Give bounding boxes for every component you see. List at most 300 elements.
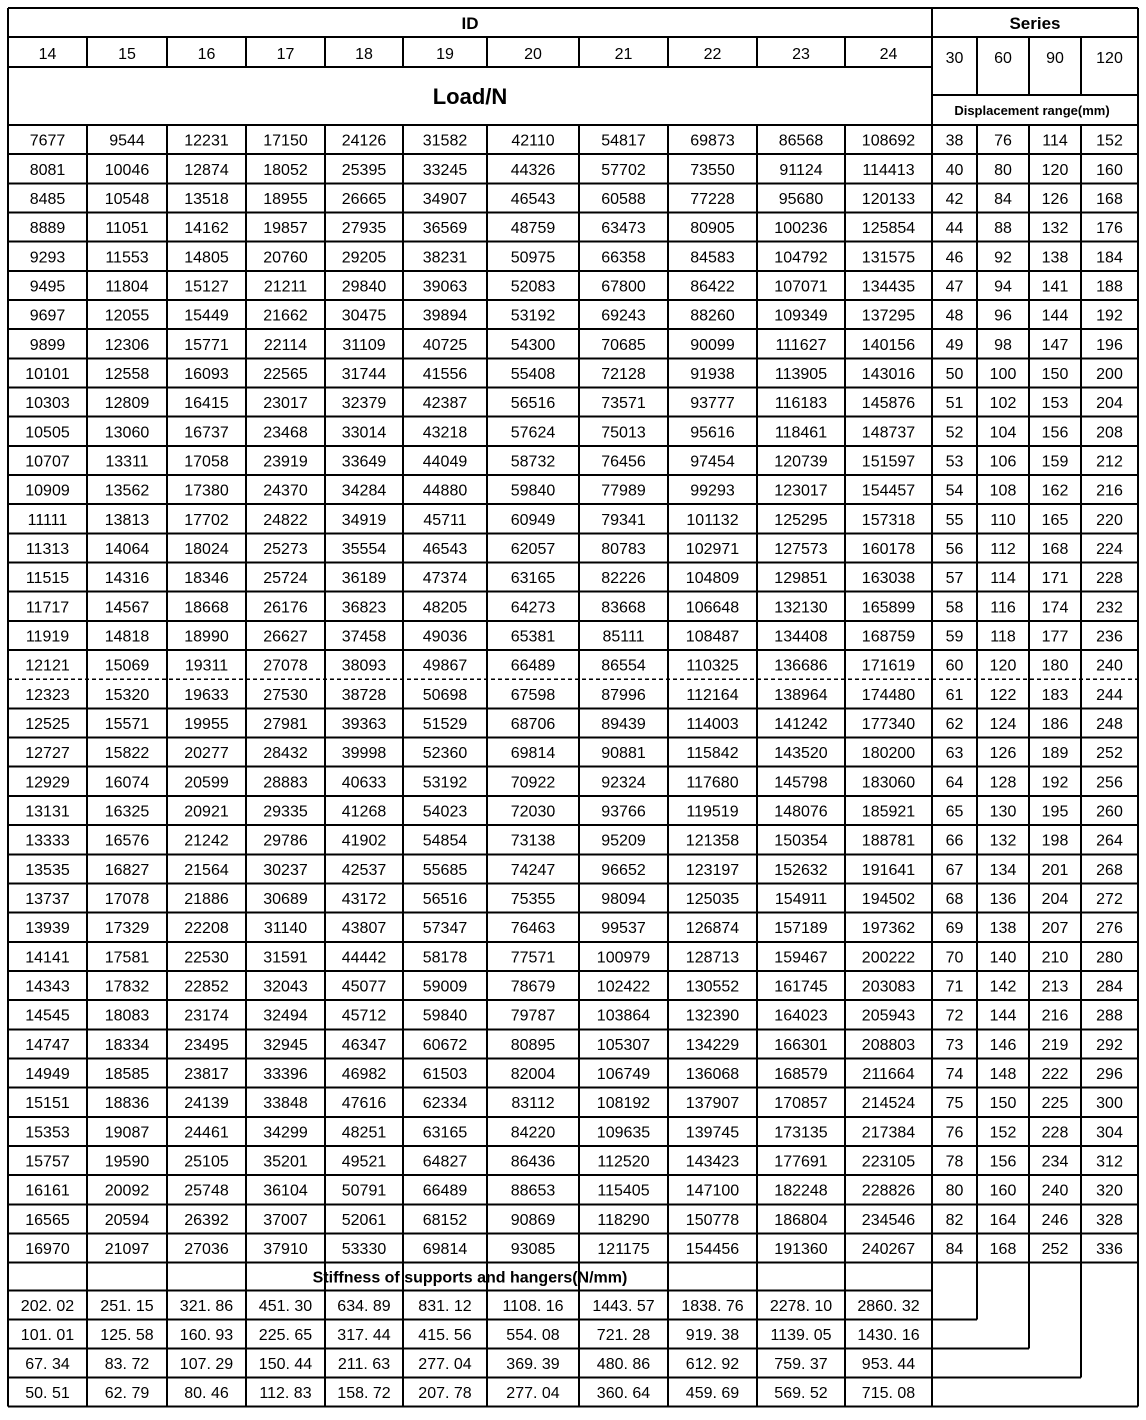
load-cell: 197362	[861, 920, 916, 938]
load-cell: 58178	[422, 949, 468, 967]
load-cell: 30475	[341, 307, 387, 325]
id-column-label: 21	[614, 46, 633, 63]
displacement-cell: 188	[1096, 278, 1123, 296]
load-cell: 136068	[685, 1066, 740, 1084]
series-column-label: 60	[994, 50, 1012, 67]
load-cell: 42537	[341, 861, 387, 879]
load-cell: 40633	[341, 774, 387, 792]
load-cell: 63473	[601, 220, 646, 238]
displacement-cell: 53	[945, 453, 964, 471]
load-cell: 115405	[597, 1182, 650, 1200]
load-cell: 39063	[422, 278, 468, 296]
load-cell: 15822	[104, 745, 150, 763]
load-cell: 12055	[104, 307, 150, 325]
id-column-label: 17	[276, 46, 295, 63]
load-cell: 12874	[184, 161, 229, 179]
load-cell: 11111	[27, 511, 68, 529]
load-cell: 17380	[184, 482, 229, 500]
stiffness-cell: 1139. 05	[770, 1327, 832, 1345]
load-cell: 14567	[104, 599, 150, 617]
load-cell: 16074	[104, 774, 150, 792]
load-cell: 82226	[601, 570, 646, 588]
stiffness-cell: 715. 08	[861, 1385, 916, 1403]
displacement-cell: 92	[994, 249, 1012, 267]
load-cell: 44049	[422, 453, 468, 471]
load-cell: 168579	[774, 1066, 828, 1084]
stiffness-cell: 107. 29	[179, 1356, 234, 1374]
displacement-cell: 216	[1041, 1007, 1069, 1025]
load-cell: 9697	[29, 307, 66, 325]
load-cell: 8889	[29, 220, 66, 238]
displacement-cell: 272	[1096, 891, 1123, 909]
load-cell: 14162	[184, 220, 229, 238]
load-cell: 90881	[601, 745, 646, 763]
displacement-cell: 68	[945, 891, 964, 909]
stiffness-cell: 251. 15	[100, 1298, 154, 1316]
load-cell: 10101	[25, 365, 70, 383]
load-cell: 170857	[774, 1095, 828, 1113]
load-cell: 20277	[184, 745, 229, 763]
load-cell: 18334	[104, 1036, 150, 1054]
load-cell: 54023	[422, 803, 468, 821]
load-cell: 228826	[861, 1182, 916, 1200]
displacement-cell: 204	[1041, 891, 1069, 909]
stiffness-cell: 277. 04	[418, 1356, 472, 1374]
load-cell: 21211	[263, 278, 308, 296]
load-cell: 33848	[263, 1095, 308, 1113]
load-cell: 49036	[422, 628, 468, 646]
id-column-label: 23	[792, 46, 810, 63]
load-cell: 18083	[104, 1007, 150, 1025]
load-cell: 24461	[184, 1124, 229, 1142]
load-cell: 59009	[422, 978, 468, 996]
load-cell: 89439	[601, 715, 646, 733]
stiffness-cell: 67. 34	[25, 1356, 70, 1374]
load-cell: 95616	[690, 424, 735, 442]
load-cell: 141242	[774, 715, 828, 733]
displacement-cell: 138	[989, 920, 1017, 938]
load-cell: 131575	[861, 249, 916, 267]
load-cell: 37007	[263, 1211, 308, 1229]
load-cell: 15320	[104, 686, 150, 704]
load-cell: 32043	[263, 978, 308, 996]
load-cell: 69873	[690, 132, 735, 150]
load-cell: 77989	[601, 482, 646, 500]
load-cell: 37910	[263, 1241, 308, 1259]
displacement-cell: 164	[989, 1211, 1017, 1229]
load-cell: 10548	[104, 190, 150, 208]
load-cell: 161745	[774, 978, 828, 996]
load-cell: 29840	[341, 278, 387, 296]
load-cell: 105307	[596, 1036, 651, 1054]
displacement-cell: 222	[1041, 1066, 1069, 1084]
displacement-cell: 200	[1096, 365, 1123, 383]
load-cell: 50698	[422, 686, 468, 704]
displacement-cell: 246	[1041, 1211, 1069, 1229]
load-cell: 64273	[510, 599, 556, 617]
load-cell: 134408	[774, 628, 828, 646]
stiffness-cell: 451. 30	[258, 1298, 313, 1316]
load-cell: 20599	[184, 774, 229, 792]
load-cell: 159467	[774, 949, 828, 967]
load-cell: 60949	[510, 511, 556, 529]
load-cell: 106648	[685, 599, 740, 617]
id-column-label: 22	[703, 46, 722, 63]
displacement-cell: 110	[990, 511, 1016, 529]
stiffness-cell: 953. 44	[861, 1356, 916, 1374]
load-cell: 76456	[601, 453, 646, 471]
load-cell: 23817	[184, 1066, 229, 1084]
load-cell: 25273	[263, 540, 308, 558]
displacement-cell: 304	[1096, 1124, 1123, 1142]
series-column-label: 90	[1046, 50, 1064, 67]
displacement-cell: 126	[989, 745, 1017, 763]
load-cell: 17078	[104, 891, 150, 909]
displacement-cell: 108	[989, 482, 1017, 500]
load-cell: 9544	[109, 132, 145, 150]
load-cell: 30689	[263, 891, 308, 909]
load-cell: 34284	[341, 482, 387, 500]
load-cell: 37458	[341, 628, 387, 646]
displacement-cell: 336	[1096, 1241, 1123, 1259]
id-column-label: 20	[524, 46, 542, 63]
load-cell: 52061	[341, 1211, 387, 1229]
load-cell: 15127	[184, 278, 229, 296]
load-cell: 86436	[510, 1153, 556, 1171]
load-cell: 57624	[510, 424, 556, 442]
load-cell: 38728	[341, 686, 387, 704]
stiffness-cell: 62. 79	[104, 1385, 150, 1403]
load-cell: 66358	[601, 249, 646, 267]
displacement-cell: 78	[945, 1153, 964, 1171]
load-cell: 84583	[690, 249, 735, 267]
load-cell: 41902	[341, 832, 387, 850]
load-cell: 160178	[861, 540, 916, 558]
load-cell: 148737	[861, 424, 916, 442]
displacement-cell: 59	[945, 628, 964, 646]
load-cell: 66489	[422, 1182, 468, 1200]
displacement-cell: 98	[994, 336, 1012, 354]
load-cell: 7677	[29, 132, 66, 150]
load-cell: 108487	[685, 628, 740, 646]
displacement-cell: 192	[1096, 307, 1123, 325]
load-cell: 188781	[861, 832, 916, 850]
load-cell: 102422	[596, 978, 651, 996]
displacement-cell: 114	[1042, 132, 1068, 150]
load-cell: 11515	[25, 570, 70, 588]
load-cell: 18990	[184, 628, 229, 646]
load-cell: 16737	[184, 424, 229, 442]
load-cell: 83668	[601, 599, 646, 617]
displacement-cell: 71	[945, 978, 964, 996]
load-cell: 35201	[263, 1153, 308, 1171]
load-cell: 53330	[341, 1241, 387, 1259]
load-cell: 56516	[510, 395, 556, 413]
displacement-cell: 201	[1041, 861, 1069, 879]
load-cell: 67598	[510, 686, 556, 704]
load-cell: 157189	[774, 920, 828, 938]
displacement-cell: 76	[994, 132, 1012, 150]
displacement-cell: 252	[1096, 745, 1123, 763]
load-cell: 46543	[422, 540, 468, 558]
displacement-cell: 171	[1041, 570, 1069, 588]
load-cell: 109635	[596, 1124, 651, 1142]
load-cell: 80895	[510, 1036, 556, 1054]
load-cell: 19087	[104, 1124, 150, 1142]
displacement-cell: 176	[1096, 220, 1123, 238]
load-cell: 10303	[25, 395, 70, 413]
load-cell: 46982	[341, 1066, 387, 1084]
displacement-cell: 75	[945, 1095, 964, 1113]
displacement-cell: 292	[1096, 1036, 1123, 1054]
stiffness-cell: 634. 89	[337, 1298, 391, 1316]
load-cell: 21564	[184, 861, 229, 879]
load-cell: 180200	[861, 745, 916, 763]
load-cell: 104792	[774, 249, 828, 267]
load-cell: 22530	[184, 949, 229, 967]
displacement-cell: 280	[1096, 949, 1123, 967]
load-cell: 24139	[184, 1095, 229, 1113]
displacement-cell: 228	[1041, 1124, 1069, 1142]
stiffness-header: Stiffness of supports and hangers(N/mm)	[312, 1269, 628, 1287]
load-cell: 15771	[184, 336, 229, 354]
displacement-cell: 156	[989, 1153, 1017, 1171]
load-cell: 82004	[510, 1066, 556, 1084]
load-cell: 18836	[104, 1095, 150, 1113]
load-cell: 31582	[422, 132, 468, 150]
load-cell: 85111	[602, 628, 645, 646]
load-cell: 16093	[184, 365, 229, 383]
displacement-cell: 44	[945, 220, 964, 238]
load-cell: 53192	[510, 307, 556, 325]
load-cell: 88653	[510, 1182, 556, 1200]
id-column-label: 19	[436, 46, 454, 63]
load-cell: 17702	[184, 511, 229, 529]
stiffness-cell: 1108. 16	[502, 1298, 564, 1316]
displacement-cell: 104	[989, 424, 1017, 442]
load-cell: 21662	[263, 307, 308, 325]
load-cell: 113905	[774, 365, 828, 383]
load-cell: 27036	[184, 1241, 229, 1259]
load-cell: 15571	[104, 715, 150, 733]
displacement-cell: 232	[1096, 599, 1123, 617]
load-cell: 177340	[861, 715, 916, 733]
load-cell: 143016	[861, 365, 916, 383]
load-cell: 15069	[104, 657, 150, 675]
displacement-cell: 116	[990, 599, 1016, 617]
displacement-cell: 240	[1041, 1182, 1069, 1200]
displacement-cell: 195	[1041, 803, 1069, 821]
displacement-cell: 183	[1041, 686, 1069, 704]
load-cell: 20760	[263, 249, 308, 267]
id-column-label: 18	[355, 46, 373, 63]
displacement-cell: 73	[945, 1036, 964, 1054]
load-cell: 96652	[601, 861, 646, 879]
displacement-cell: 142	[989, 978, 1017, 996]
displacement-cell: 152	[989, 1124, 1017, 1142]
displacement-cell: 84	[945, 1241, 964, 1259]
displacement-cell: 213	[1041, 978, 1069, 996]
load-cell: 143520	[774, 745, 828, 763]
stiffness-cell: 369. 39	[506, 1356, 560, 1374]
displacement-cell: 240	[1096, 657, 1123, 675]
displacement-cell: 132	[1041, 220, 1069, 238]
load-cell: 66489	[510, 657, 556, 675]
displacement-cell: 300	[1096, 1095, 1123, 1113]
displacement-cell: 96	[994, 307, 1012, 325]
displacement-cell: 62	[945, 715, 964, 733]
load-cell: 116183	[774, 395, 828, 413]
load-cell: 234546	[861, 1211, 916, 1229]
load-cell: 57702	[601, 161, 646, 179]
displacement-cell: 54	[945, 482, 964, 500]
load-cell: 132390	[685, 1007, 740, 1025]
load-cell: 36104	[263, 1182, 308, 1200]
displacement-cell: 296	[1096, 1066, 1123, 1084]
displacement-cell: 160	[989, 1182, 1017, 1200]
load-cell: 56516	[422, 891, 468, 909]
load-cell: 58732	[510, 453, 556, 471]
load-cell: 95209	[601, 832, 646, 850]
load-cell: 63165	[422, 1124, 468, 1142]
load-cell: 43807	[341, 920, 387, 938]
displacement-cell: 150	[1041, 365, 1069, 383]
load-cell: 120739	[774, 453, 828, 471]
load-cell: 150354	[774, 832, 828, 850]
displacement-cell: 284	[1096, 978, 1123, 996]
load-cell: 80783	[601, 540, 646, 558]
load-cell: 25105	[184, 1153, 229, 1171]
stiffness-cell: 1443. 57	[592, 1298, 655, 1316]
load-cell: 23468	[263, 424, 308, 442]
load-cell: 45712	[341, 1007, 387, 1025]
load-cell: 11553	[105, 249, 149, 267]
load-cell: 104809	[685, 570, 740, 588]
load-cell: 12323	[25, 686, 70, 704]
load-cell: 26176	[263, 599, 308, 617]
load-cell: 39363	[341, 715, 387, 733]
displacement-cell: 207	[1041, 920, 1069, 938]
series-column-label: 30	[945, 50, 964, 67]
load-cell: 74247	[510, 861, 556, 879]
load-cell: 200222	[861, 949, 916, 967]
load-cell: 18955	[263, 190, 308, 208]
load-cell: 80905	[690, 220, 735, 238]
load-cell: 119519	[686, 803, 739, 821]
load-cell: 211664	[862, 1066, 915, 1084]
id-column-label: 24	[879, 46, 898, 63]
load-cell: 29786	[263, 832, 308, 850]
load-cell: 59840	[422, 1007, 468, 1025]
load-cell: 16576	[104, 832, 150, 850]
displacement-cell: 150	[989, 1095, 1017, 1113]
displacement-cell: 74	[945, 1066, 964, 1084]
load-cell: 114413	[862, 161, 915, 179]
displacement-cell: 38	[945, 132, 964, 150]
displacement-cell: 67	[945, 861, 964, 879]
load-cell: 9899	[29, 336, 66, 354]
load-cell: 87996	[601, 686, 646, 704]
load-cell: 125295	[774, 511, 828, 529]
load-cell: 19955	[184, 715, 229, 733]
load-cell: 31591	[263, 949, 308, 967]
id-column-label: 14	[38, 46, 57, 63]
displacement-cell: 228	[1096, 570, 1123, 588]
load-cell: 28432	[263, 745, 308, 763]
load-cell: 223105	[861, 1153, 916, 1171]
load-cell: 69243	[601, 307, 646, 325]
load-cell: 168759	[861, 628, 916, 646]
displacement-cell: 216	[1096, 482, 1123, 500]
load-cell: 16415	[184, 395, 229, 413]
load-cell: 24822	[263, 511, 308, 529]
load-cell: 73571	[601, 395, 646, 413]
load-cell: 25395	[341, 161, 387, 179]
load-cell: 203083	[861, 978, 916, 996]
load-cell: 18668	[184, 599, 229, 617]
displacement-cell: 47	[945, 278, 964, 296]
stiffness-cell: 211. 63	[337, 1356, 391, 1374]
displacement-cell: 180	[1041, 657, 1069, 675]
stiffness-cell: 480. 86	[596, 1356, 651, 1374]
load-cell: 16827	[104, 861, 150, 879]
load-cell: 26392	[184, 1211, 229, 1229]
load-cell: 48205	[422, 599, 468, 617]
load-cell: 62057	[510, 540, 556, 558]
stiffness-cell: 317. 44	[337, 1327, 391, 1345]
displacement-cell: 146	[989, 1036, 1017, 1054]
load-cell: 30237	[263, 861, 308, 879]
load-cell: 40725	[422, 336, 468, 354]
load-cell: 22114	[263, 336, 308, 354]
load-cell: 13737	[25, 891, 70, 909]
displacement-cell: 50	[945, 365, 964, 383]
load-cell: 8485	[29, 190, 66, 208]
load-cell: 31744	[341, 365, 387, 383]
displacement-cell: 196	[1096, 336, 1123, 354]
load-cell: 23919	[263, 453, 308, 471]
load-cell: 70685	[601, 336, 646, 354]
load-cell: 10909	[25, 482, 70, 500]
displacement-cell: 156	[1041, 424, 1069, 442]
displacement-cell: 148	[989, 1066, 1017, 1084]
stiffness-cell: 207. 78	[418, 1385, 472, 1403]
displacement-cell: 132	[989, 832, 1017, 850]
load-cell: 145798	[774, 774, 828, 792]
displacement-cell: 147	[1041, 336, 1069, 354]
displacement-cell: 189	[1041, 745, 1069, 763]
load-cell: 36823	[341, 599, 387, 617]
load-cell: 25748	[184, 1182, 229, 1200]
load-cell: 108192	[596, 1095, 651, 1113]
load-cell: 44442	[341, 949, 387, 967]
load-cell: 86554	[601, 657, 646, 675]
load-cell: 98094	[601, 891, 646, 909]
load-cell: 22852	[184, 978, 229, 996]
stiffness-cell: 80. 46	[184, 1385, 229, 1403]
load-cell: 129851	[774, 570, 828, 588]
load-cell: 49521	[341, 1153, 387, 1171]
displacement-cell: 234	[1041, 1153, 1069, 1171]
load-cell: 41268	[341, 803, 387, 821]
load-cell: 17832	[104, 978, 150, 996]
displacement-cell: 122	[989, 686, 1017, 704]
load-cell: 50975	[510, 249, 556, 267]
displacement-cell: 106	[989, 453, 1017, 471]
load-cell: 41556	[422, 365, 468, 383]
load-cell: 106749	[596, 1066, 651, 1084]
load-cell: 139745	[685, 1124, 740, 1142]
